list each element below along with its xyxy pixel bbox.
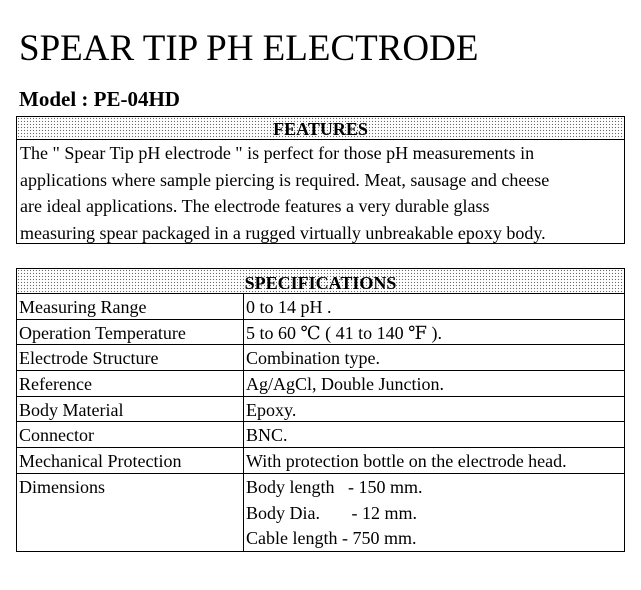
table-row [17, 397, 624, 423]
table-row [17, 345, 624, 371]
dimension-value: Body length - 150 mm. [246, 476, 423, 497]
dimension-value: Cable length - 750 mm. [246, 528, 417, 549]
table-row [17, 320, 624, 346]
spec-label: Body Material [17, 397, 244, 422]
spec-value: 0 to 14 pH . [246, 297, 332, 317]
spec-label: Measuring Range [17, 294, 244, 319]
dimension-value: Body Dia. - 12 mm. [246, 502, 417, 523]
model-number: Model : PE-04HD [19, 87, 180, 111]
spec-value: Combination type. [246, 348, 380, 369]
spec-label: Operation Temperature [17, 320, 244, 345]
specifications-table [16, 268, 625, 552]
features-line: The " Spear Tip pH electrode " is perfect for those pH measurements in [20, 143, 535, 163]
spec-label: Reference [17, 371, 244, 396]
page-title: SPEAR TIP PH ELECTRODE [19, 28, 479, 69]
spec-value: BNC. [246, 425, 288, 446]
table-row [17, 422, 624, 448]
table-row [17, 371, 624, 397]
features-heading-text: FEATURES [273, 119, 368, 139]
spec-label: Mechanical Protection [17, 448, 244, 473]
features-heading [17, 117, 624, 140]
spec-value-list [244, 474, 624, 552]
features-line: are ideal applications. The electrode features a very durable glass [20, 196, 490, 216]
table-row [17, 294, 624, 320]
spec-value: Ag/AgCl, Double Junction. [246, 374, 444, 395]
table-row-dimensions [17, 474, 624, 552]
specifications-heading [17, 269, 624, 294]
spec-value: With protection bottle on the electrode head. [246, 451, 567, 472]
table-row [17, 448, 624, 474]
spec-label: Dimensions [17, 474, 244, 552]
features-box [16, 116, 625, 244]
spec-label: Electrode Structure [17, 345, 244, 370]
features-line: measuring spear packaged in a rugged virtually unbreakable epoxy body. [20, 222, 546, 243]
spec-value: 5 to 60 ℃ ( 41 to 140 ℉ ). [246, 322, 442, 343]
spec-value: Epoxy. [246, 399, 297, 420]
spec-label: Connector [17, 422, 244, 447]
specifications-heading-text: SPECIFICATIONS [244, 273, 397, 293]
features-line: applications where sample piercing is required. Meat, sausage and cheese [20, 169, 550, 190]
